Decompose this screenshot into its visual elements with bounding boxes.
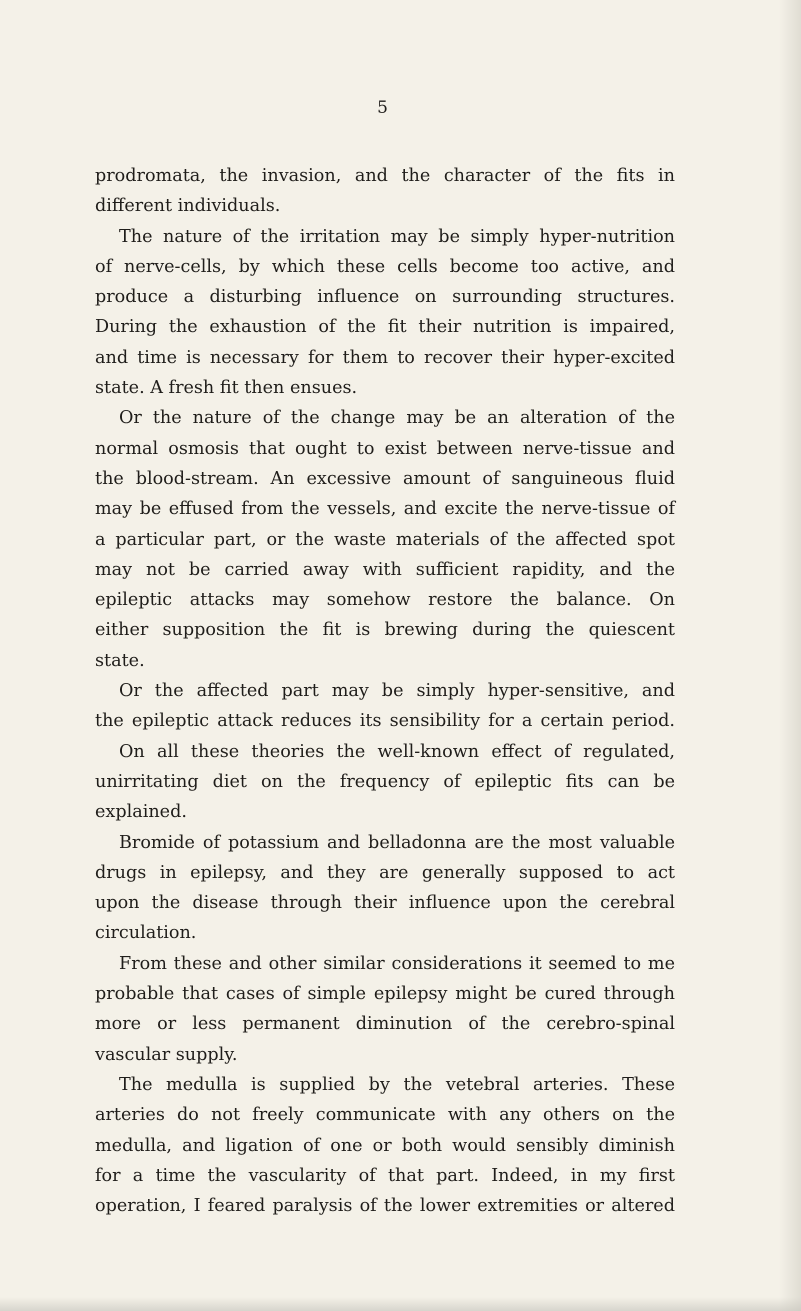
text-line: operation, I feared paralysis of the lower extremities or altered xyxy=(95,1196,675,1217)
text-line: explained. xyxy=(95,802,187,823)
text-line: Or the affected part may be simply hyper-sensitive, and xyxy=(119,681,675,702)
text-line: vascular supply. xyxy=(95,1044,238,1065)
text-line: produce a disturbing influence on surrounding structures. xyxy=(95,287,675,308)
text-line: Bromide of potassium and belladonna are the most valuable xyxy=(119,832,675,853)
text-line: different individuals. xyxy=(95,196,281,217)
text-line: may be effused from the vessels, and excite the nerve-tissue of xyxy=(95,499,675,520)
text-line: prodromata, the invasion, and the character of the fits in xyxy=(95,166,675,186)
text-line: On all these theories the well-known effect of regulated, xyxy=(119,741,675,762)
text-line: and time is necessary for them to recover their hyper-excited xyxy=(95,347,675,368)
text-line: unirritating diet on the frequency of epileptic fits can be xyxy=(95,771,675,792)
body-text xyxy=(95,161,675,1221)
text-line: From these and other similar considerations it seemed to me xyxy=(119,953,675,974)
text-line: state. xyxy=(95,650,145,671)
page-number: 5 xyxy=(377,98,388,118)
text-line: may not be carried away with sufficient rapidity, and the xyxy=(95,559,675,580)
text-line: During the exhaustion of the fit their nutrition is impaired, xyxy=(95,317,675,338)
text-line: arteries do not freely communicate with any others on the xyxy=(95,1105,675,1126)
page-edge-shadow xyxy=(779,0,801,1311)
text-line: a particular part, or the waste materials of the affected spot xyxy=(95,529,675,550)
text-line: circulation. xyxy=(95,923,197,944)
text-line: drugs in epilepsy, and they are generally supposed to act xyxy=(95,862,675,883)
text-line: state. A fresh fit then ensues. xyxy=(95,378,358,399)
page-bottom-shadow xyxy=(0,1297,801,1311)
text-line: more or less permanent diminution of the cerebro-spinal xyxy=(95,1014,675,1035)
text-line: the blood-stream. An excessive amount of sanguineous fluid xyxy=(95,468,675,489)
text-line: normal osmosis that ought to exist between nerve-tissue and xyxy=(95,438,675,459)
text-line: for a time the vascularity of that part. Indeed, in my first xyxy=(95,1165,675,1186)
text-line: the epileptic attack reduces its sensibility for a certain period. xyxy=(95,711,675,732)
text-line: either supposition the fit is brewing during the quiescent xyxy=(95,620,675,641)
text-line: medulla, and ligation of one or both would sensibly diminish xyxy=(95,1135,675,1156)
text-line: The nature of the irritation may be simply hyper-nutrition xyxy=(119,226,675,247)
text-line: Or the nature of the change may be an alteration of the xyxy=(119,408,675,429)
text-line: upon the disease through their influence upon the cerebral xyxy=(95,893,675,914)
text-line: epileptic attacks may somehow restore the balance. On xyxy=(95,590,675,611)
text-line: probable that cases of simple epilepsy might be cured through xyxy=(95,984,675,1005)
text-line: of nerve-cells, by which these cells become too active, and xyxy=(95,256,675,277)
text-line: The medulla is supplied by the vetebral arteries. These xyxy=(119,1074,675,1095)
